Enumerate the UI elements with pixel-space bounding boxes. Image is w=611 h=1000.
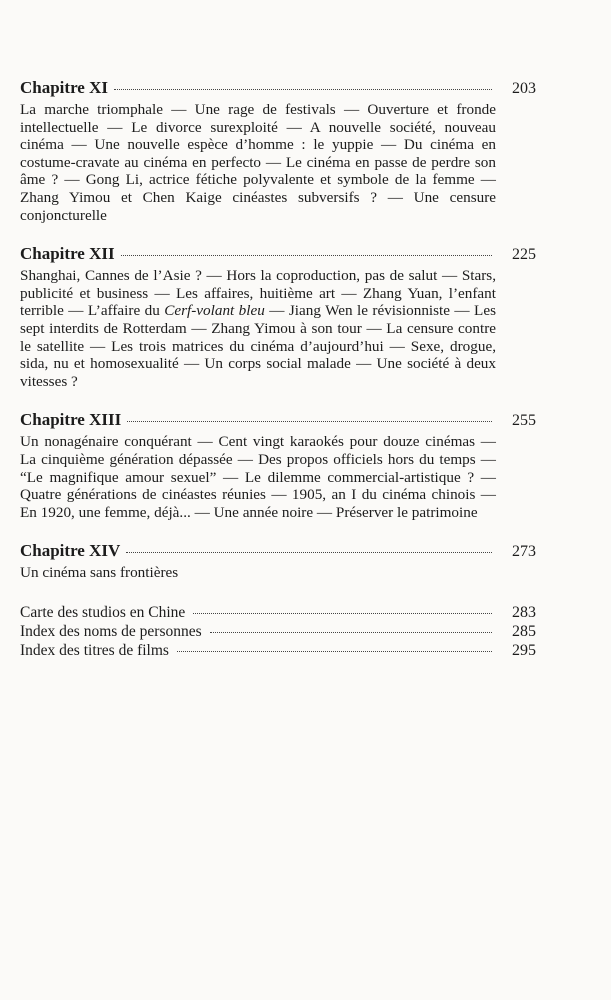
- dot-leader: [121, 255, 492, 256]
- chapter-heading-row: [20, 410, 536, 432]
- table-of-contents: [20, 78, 536, 661]
- appendix-label: Carte des studios en Chine: [20, 603, 186, 621]
- appendix-entry: [20, 642, 536, 661]
- summary-text: Shanghai, Cannes de l’Asie ? — Hors la coproduction, pas de salut — Stars, publicité et business — Les affaires, huitième art — Zhang Yuan, l’enfant terrible — L’affaire du: [20, 267, 496, 320]
- chapter-entry-xiii: [20, 410, 536, 521]
- chapter-summary: La marche triomphale — Une rage de festivals — Ouverture et fronde intellectuelle — Le divorce surexploité — A nouvelle société, nouveau cinéma — Une nouvelle espèce d’homme : le yuppie — Du cinéma en costume-cravate au cinéma en perfecto — Le cinéma en passe de perdre son âme ? — Gong Li, actrice fétiche polyvalente et symbole de la femme — Zhang Yimou et Chen Kaige cinéastes subversifs ? — Une censure conjoncturelle: [20, 101, 496, 224]
- page-number: 285: [512, 622, 536, 640]
- chapter-title: Chapitre XIII: [20, 410, 122, 430]
- dot-leader: [177, 651, 492, 652]
- appendix-entry: [20, 604, 536, 623]
- appendix-entry: [20, 623, 536, 642]
- page-number: 295: [512, 641, 536, 659]
- appendix-list: [20, 604, 536, 661]
- appendix-label: Index des titres de films: [20, 641, 169, 659]
- page-number: 203: [512, 80, 536, 97]
- chapter-heading-row: [20, 541, 536, 563]
- summary-text: — Jiang Wen le révisionniste — Les sept interdits de Rotterdam — Zhang Yimou à son tour — La censure contre le satellite — Les trois matrices du cinéma d’aujourd’hui — Sexe, drogue, sida, nu et homosexualité — Un corps social malade — Une société à deux vitesses ?: [20, 302, 496, 390]
- appendix-label: Index des noms de personnes: [20, 622, 202, 640]
- chapter-title: Chapitre XI: [20, 78, 108, 97]
- dot-leader: [127, 421, 492, 422]
- dot-leader: [114, 89, 492, 90]
- page-number: 273: [512, 543, 536, 561]
- chapter-heading-row: [20, 78, 536, 100]
- chapter-title: Chapitre XIV: [20, 541, 121, 561]
- dot-leader: [126, 552, 492, 553]
- chapter-heading-row: [20, 244, 536, 266]
- chapter-summary: Un cinéma sans frontières: [20, 564, 179, 582]
- page-number: 283: [512, 603, 536, 621]
- chapter-entry-xiv: [20, 541, 536, 582]
- film-title: Cerf-volant bleu: [164, 302, 265, 320]
- chapter-entry-xii: [20, 244, 536, 390]
- dot-leader: [210, 632, 492, 633]
- page-number: 225: [512, 246, 536, 264]
- dot-leader: [193, 613, 492, 614]
- chapter-summary: [20, 267, 496, 390]
- page-number: 255: [512, 412, 536, 430]
- chapter-title: Chapitre XII: [20, 244, 115, 264]
- chapter-summary: Un nonagénaire conquérant — Cent vingt karaokés pour douze cinémas — La cinquième génération dépassée — Des propos officiels hors du temps — “Le magnifique amour sexuel” — Le dilemme commercial-artistique ? — Quatre générations de cinéastes réunies — 1905, an I du cinéma chinois — En 1920, une femme, déjà... — Une année noire — Préserver le patrimoine: [20, 433, 496, 521]
- chapter-entry-xi: [20, 78, 536, 224]
